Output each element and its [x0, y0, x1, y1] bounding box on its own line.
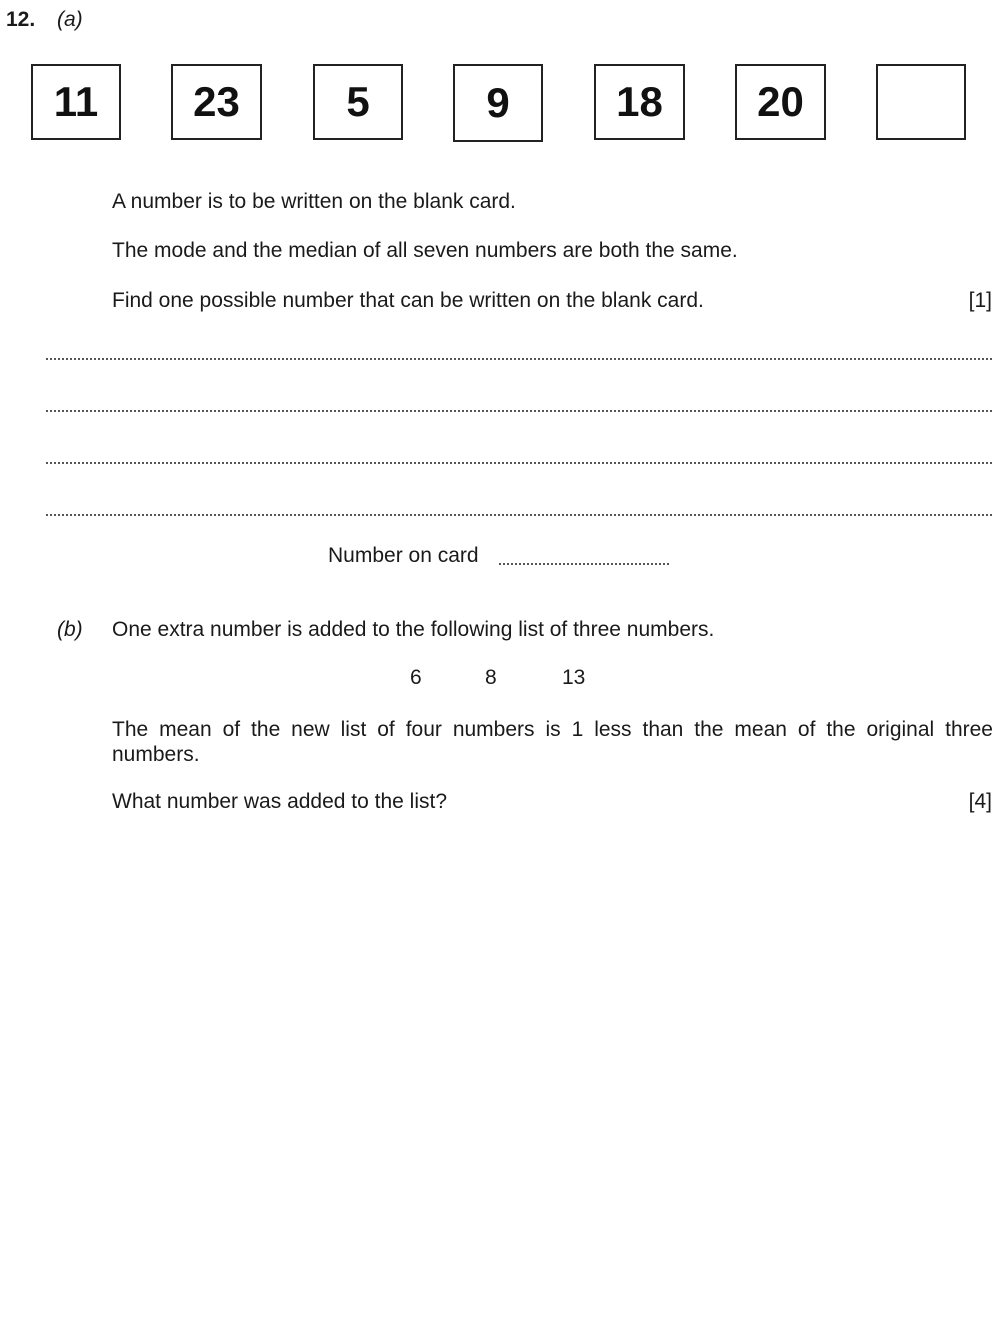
part-b-label: (b) — [57, 618, 83, 641]
number-card: 23 — [171, 64, 262, 140]
part-a-line-1: A number is to be written on the blank card. — [112, 190, 516, 213]
question-number: 12. — [6, 8, 36, 31]
part-b-question: What number was added to the list? — [112, 790, 448, 813]
part-b-paragraph: The mean of the new list of four numbers is 1 less than the mean of the original three numbers. — [112, 718, 993, 766]
number-card: 20 — [735, 64, 826, 140]
part-a-marks: [1] — [968, 289, 992, 312]
list-number: 8 — [485, 666, 497, 689]
part-a-line-2: The mode and the median of all seven numbers are both the same. — [112, 239, 738, 262]
part-b-marks: [4] — [968, 790, 992, 813]
list-number: 13 — [562, 666, 586, 689]
part-b-intro: One extra number is added to the following list of three numbers. — [112, 618, 715, 641]
answer-label: Number on card — [328, 544, 479, 567]
working-line[interactable] — [46, 358, 992, 360]
number-card: 9 — [453, 64, 543, 142]
list-number: 6 — [410, 666, 422, 689]
number-card: 5 — [313, 64, 403, 140]
part-a-line-3: Find one possible number that can be written on the blank card. — [112, 289, 704, 312]
working-line[interactable] — [46, 410, 992, 412]
answer-line[interactable] — [499, 563, 669, 565]
blank-card[interactable] — [876, 64, 966, 140]
number-card: 18 — [594, 64, 685, 140]
working-line[interactable] — [46, 462, 992, 464]
working-line[interactable] — [46, 514, 992, 516]
number-card: 11 — [31, 64, 121, 140]
number-cards — [0, 0, 1000, 150]
part-a-label: (a) — [57, 8, 83, 31]
